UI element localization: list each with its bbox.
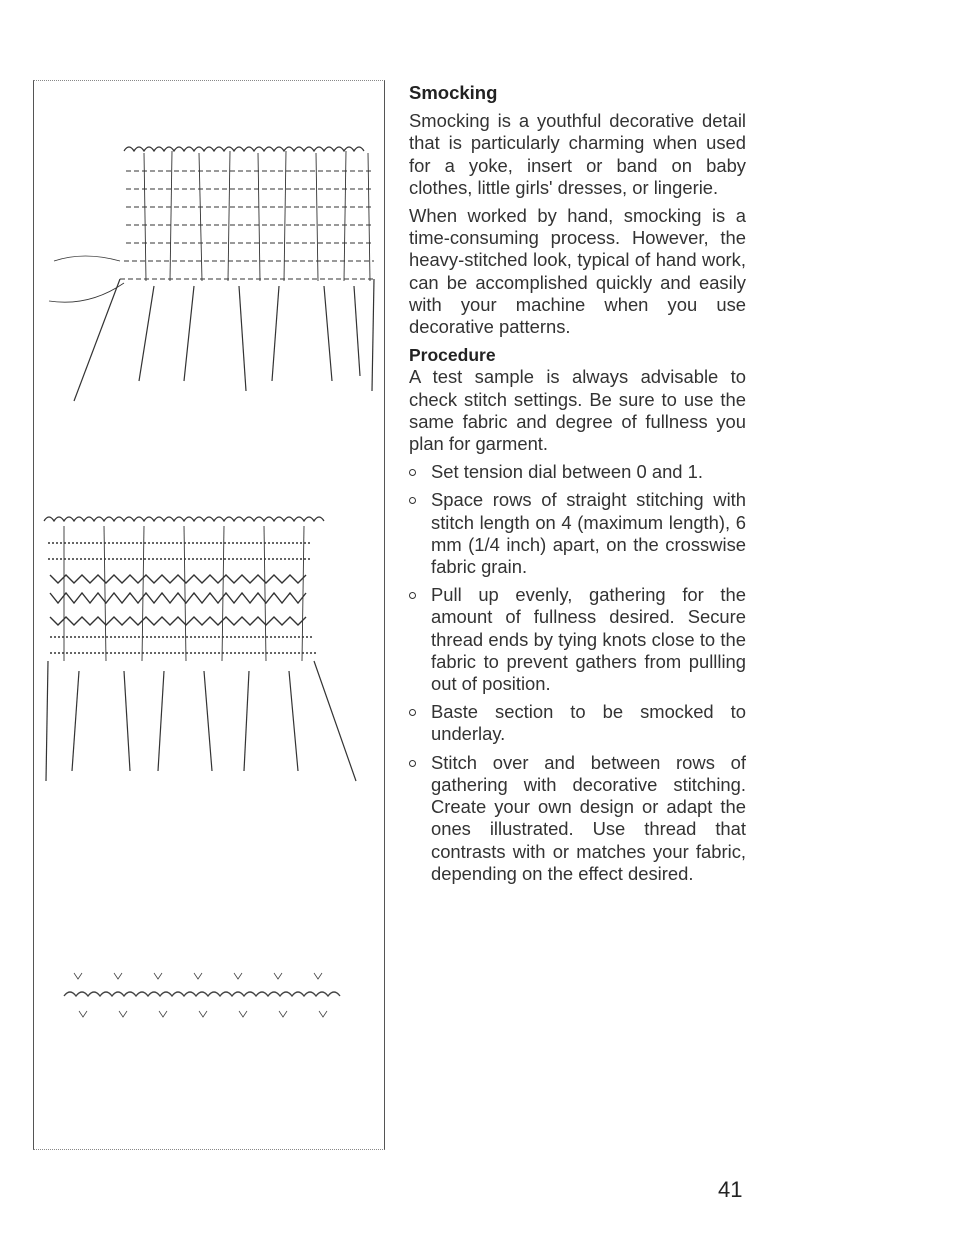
- bullet-icon: [409, 469, 416, 476]
- list-item: Space rows of straight stitching with stitch length on 4 (maximum length), 6 mm (1/4 inch) apart, on the crosswise fabric grain.: [409, 489, 746, 578]
- bullet-icon: [409, 709, 416, 716]
- bullet-icon: [409, 760, 416, 767]
- bullet-icon: [409, 497, 416, 504]
- procedure-steps: [409, 461, 746, 885]
- list-item: Baste section to be smocked to underlay.: [409, 701, 746, 745]
- intro-paragraph-2: When worked by hand, smocking is a time-consuming process. However, the heavy-stitched look, typical of hand work, can be accomplished quickly and easily with your machine when you use decorative patterns.: [409, 205, 746, 338]
- procedure-intro: A test sample is always advisable to check stitch settings. Be sure to use the same fabric and degree of fullness you plan for garment.: [409, 366, 746, 455]
- procedure-heading: Procedure: [409, 345, 496, 366]
- list-item: Set tension dial between 0 and 1.: [409, 461, 746, 483]
- smocked-fabric-decorative-stitch-illustration: [44, 517, 356, 781]
- gathered-fabric-straight-stitch-illustration: [49, 147, 374, 401]
- page-number: 41: [718, 1177, 743, 1202]
- bullet-icon: [409, 592, 416, 599]
- list-item: Pull up evenly, gathering for the amount of fullness desired. Secure thread ends by tying knots close to the fabric to prevent gathers from pullling out of position.: [409, 584, 746, 695]
- list-item: Stitch over and between rows of gathering with decorative stitching. Create your own design or adapt the ones illustrated. Use thread that contrasts with or matches your fabric, depending on the effect desired.: [409, 752, 746, 885]
- intro-paragraph: Smocking is a youthful decorative detail that is particularly charming when used for a yoke, insert or band on baby clothes, little girls' dresses, or lingerie.: [409, 110, 746, 198]
- illustration-panel: [33, 80, 385, 1150]
- section-heading: Smocking: [409, 82, 498, 103]
- text-column: [409, 82, 746, 891]
- decorative-stitch-sample-illustration: [64, 973, 340, 1017]
